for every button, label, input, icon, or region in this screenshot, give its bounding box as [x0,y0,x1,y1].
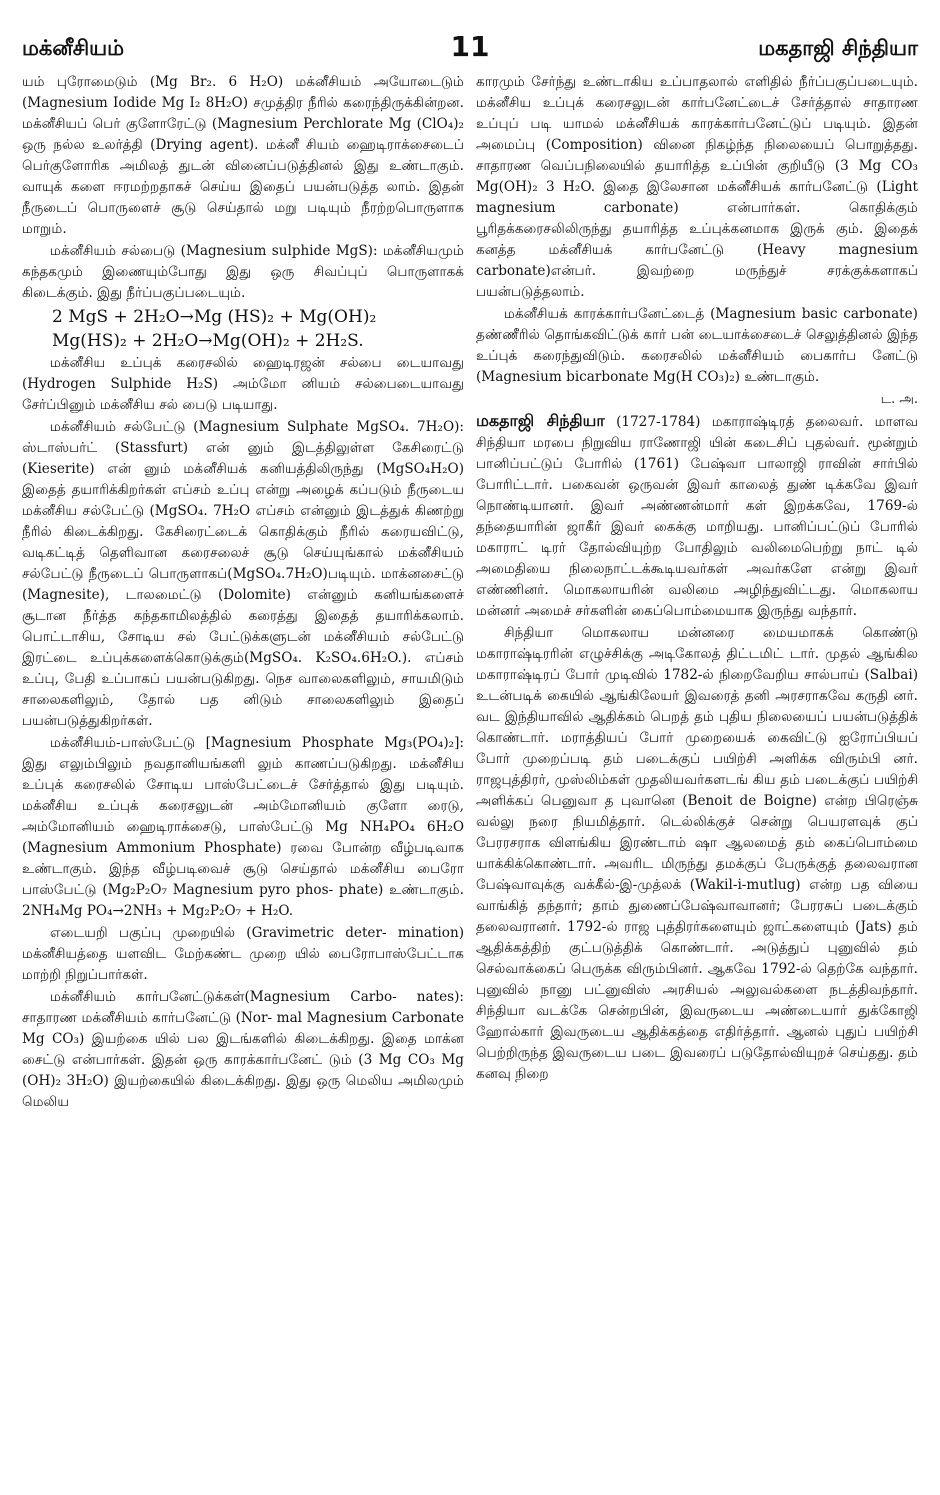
equation-2: Mg(HS)₂ + 2H₂O→Mg(OH)₂ + 2H₂S. [52,331,364,351]
entry-mahadji-sindhia [476,410,918,622]
paragraph-magnesium-bromide: யம் புரோமைடும் (Mg Br₂. 6 H₂O) மக்னீசியம் அயோடைடும் (Magnesium Iodide Mg I₂ 8H₂O) சமுத்திர நீரில் கரைந்திருக்கின்றன. மக்னீசியப் பெர் குளோரேட்டு (Magnesium Perchlorate Mg (ClO₄)₂ ஒரு நல்ல உலர்த்தி (Drying agent). மக்னீ சியம் ஹைடிராக்சைடைப் பெர்குளோரிக அமிலத் துடன் வினைப்படுத்தினல் இது உண்டாகும். வாயுக் களை ஈரமற்றதாகச் செய்ய இதைப் பயன்படுத்த லாம். இதன் நீருடைப் பொருளைச் சூடு செய்தால் மறு படியும் நீரற்றபொருளாக மாறும். [22,74,464,237]
paragraph-magnesium-phosphate: மக்னீசியம்-பாஸ்பேட்டு [Magnesium Phosphate Mg₃(PO₄)₂]: இது எலும்பிலும் நவதானியங்களி லும் காணப்படுகிறது. மக்னீசிய உப்புக் கரைசலில் சோடிய பாஸ்பேட்டைச் சேர்த்தால் இது படியும். மக்னீசிய உப்புக் கரைசலுடன் அம்மோனியம் குளோ ரைடு, அம்மோனியம் ஹைடிராக்சைடு, பாஸ்பேட்டு Mg NH₄PO₄ 6H₂O (Magnesium Ammonium Phosphate) ரவை போன்ற வீழ்படிவாக உண்டாகும். இந்த வீழ்படிவைச் சூடு செய்தால் மக்னீசிய பைரோ பாஸ்பேட்டு (Mg₂P₂O₇ Magnesium pyro phos- phate) உண்டாகும். 2NH₄Mg PO₄→2NH₃ + Mg₂P₂O₇ + H₂O. [22,735,464,919]
paragraph-magnesium-carbonates: மக்னீசியம் கார்பனேட்டுக்கள்(Magnesium Carbo- nates): சாதாரண மக்னீசியம் கார்பனேட்டு (Nor- mal Magnesium Carbonate Mg CO₃) இயற்கை யில் பல இடங்களில் கிடைக்கிறது. இதை மாக்ன சைட்டு என்பார்கள். இதன் ஒரு காரக்கார்பனேட் டும் (3 Mg CO₃ Mg (OH)₂ 3H₂O) இயற்கையில் கிடைக்கிறது. இது ஒரு மெலிய அமிலமும் மெலிய [22,989,464,1110]
running-head-right: மகதாஜி சிந்தியா [758,36,918,60]
paragraph-sindhia-career: சிந்தியா மொகலாய மன்னரை மையமாகக் கொண்டு மகாராஷ்டிரரின் எழுச்சிக்கு அடிகோலத் திட்டமிட் டார். முதல் ஆங்கில மகாராஷ்டிரப் போர் முடிவில் 1782-ல் நிறைவேறிய சால்பாய் (Salbai) உடன்படிக் கையில் ஆங்கிலேயர் இவரைத் தனி அரசராகவே கருதி னர். வட இந்தியாவில் ஆதிக்கம் பெறத் தம் புதிய நிலையைப் பயன்படுத்திக் கொண்டார். மராத்தியப் போர் முறையைக் கைவிட்டு ஐரோப்பியப் போர் முறைப்படி தம் படைக்குப் பயிற்சி அளிக்க விரும்பி னர். ராஜபுத்திரர், முஸ்லிம்கள் முதலியவர்களடங் கிய தம் படைக்குப் பயிற்சி அளிக்கப் பெனுவா த புவானெ (Benoit de Boigne) என்ற பிரெஞ்சு வல்லு நரை நியமித்தார். டெல்லிக்குச் சென்று பெயரளவுக் குப் பேரரசராக விளங்கிய இரண்டாம் ஷா ஆலமைத் தம் கைப்பொம்மை யாக்கிக்கொண்டார். அவரிட மிருந்து தமக்குப் பேருக்குத் தலைவரான பேஷ்வாவுக்கு வக்கீல்-இ-முத்லக் (Wakil-i-mutlug) என்ற பத வியை வாங்கித் தந்தார்; தாம் துணைப்பேஷ்வாவானர்; பேரரசுப் படைக்கும் தலைவரானர். 1792-ல் ராஜ புத்திரர்களையும் ஜாட்களையும் (Jats) தம் ஆதிக்கத்திற் குட்படுத்திக் கொண்டார். அடுத்துப் புனுவில் தம் செல்வாக்கைப் பெருக்க விரும்பினர். ஆகவே 1792-ல் தெற்கே வந்தார். புனுவில் நானு பட்னுவிஸ் அரசியல் அலுவல்களை நடத்திவந்தார். சிந்தியா வடக்கே சென்றபின், இவருடைய அண்டையார் துக்கோஜி ஹோல்கார் இவருடைய ஆதிக்கத்தை எதிர்த்தார். ஆனல் புதுப் பயிற்சி பெற்றிருந்த இவருடைய படை இவரைப் படுதோல்வியுறச் செய்தது. தம் கனவு நிறை [476,625,918,1082]
text-columns [22,72,918,1482]
paragraph-magnesium-sulphate: மக்னீசியம் சல்பேட்டு (Magnesium Sulphate MgSO₄. 7H₂O): ஸ்டாஸ்பர்ட் (Stassfurt) என் னும் இடத்திலுள்ள கேசிரைட்டு (Kieserite) என் னும் மக்னீசியக் கனியத்திலிருந்து (MgSO₄H₂O) இதைத் தயாரிக்கிறர்கள் எப்சம் உப்பு என்று அழைக் கப்படும் நீருடைய மக்னீசிய சல்பேட்டு (MgSO₄. 7H₂O எப்சம் என்னும் இடத்துக் கிணற்று நீரில் கிடைக்கிறது. கேசிரைட்டைக் கொதிக்கும் நீரில் கரையவிட்டு, வடிகட்டித் தெளிவான கரைசலைச் சூடு செய்யுங்கால் மக்னீசியம் சல்பேட்டு நீருடைப் பொருளாகப்(MgSO₄.7H₂O)படியும். மாக்னசைட்டு (Magnesite), டாலமைட்டு (Dolomite) என்னும் கனியங்களைச் சூடான நீர்த்த கந்தகாமிலத்தில் கரைத்து இதைத் தயாரிக்கலாம். பொட்டாசிய, சோடிய சல் பேட்டுக்களுடன் மக்னீசியம் சல்பேட்டு இரட்டை உப்புக்களைக்கொடுக்கும்(MgSO₄. K₂SO₄.6H₂O.). எப்சம் உப்பு, பேதி உப்பாகப் பயன்படுகிறது. நெச வாலைகளிலும், சாயமிடும் சாலைகளிலும், தோல் பத னிடும் சாலைகளிலும் இதைப் பயன்படுத்துகிறர்கள். [22,419,464,729]
paragraph-basic-carbonate: மக்னீசியக் காரக்கார்பனேட்டைத் (Magnesium basic carbonate) தண்ணீரில் தொங்கவிட்டுக் கார் பன் டையாக்சைடைச் செலுத்தினல் இந்த உப்புக் கரைந்துவிடும். கரைசலில் மக்னீசியம் பைகார்ப னேட்டு (Magnesium bicarbonate Mg(H CO₃)₂) உண்டாகும். [476,306,918,385]
paragraph-carbonate-continued: காரமும் சேர்ந்து உண்டாகிய உப்பாதலால் எளிதில் நீர்ப்பகுப்படையும். மக்னீசிய உப்புக் கரைசலுடன் கார்பனேட்டைச் சேர்த்தால் சாதாரண உப்புப் படி யாமல் மக்னீசியக் காரக்கார்பனேட்டுப் படியும். இதன் அமைப்பு (Composition) வினை நிகழ்ந்த நிலையைப் பொறுத்தது. சாதாரண வெப்பநிலையில் தயாரித்த உப்பின் குறியீடு (3 Mg CO₃ Mg(OH)₂ 3 H₂O. இதை இலேசான மக்னீசியக் கார்பனேட்டு (Light magnesium carbonate) என்பார்கள். கொதிக்கும் பூரிதக்கரைசலிலிருந்து தயாரித்த உப்புக்கனமாக இருக் கும். இதைக் கனத்த மக்னீசியக் கார்பனேட்டு (Heavy magnesium carbonate)என்பர். இவற்றை மருந்துச் சரக்குக்களாகப் பயன்படுத்தலாம். [476,74,918,300]
paragraph-gravimetric: எடையறி பகுப்பு முறையில் (Gravimetric deter- mination) மக்னீசியத்தை யளவிட மேற்கண்ட முறை யில் பைரோபாஸ்பேட்டாக மாற்றி நிறுப்பார்கள். [22,925,464,983]
paragraph-magnesium-sulphide: மக்னீசியம் சல்பைடு (Magnesium sulphide MgS): மக்னீசியமும் கந்தகமும் இணையும்போது இது ஒரு சிவப்புப் பொருளாகக் கிடைக்கும். இது நீர்ப்பகுப்படையும். [22,243,464,301]
left-column [22,72,464,1482]
page-header [22,30,918,66]
paragraph-hydrogen-sulphide: மக்னீசிய உப்புக் கரைசலில் ஹைடிரஜன் சல்பை டையாவது (Hydrogen Sulphide H₂S) அம்மோ னியம் சல்பைடையாவது சேர்ப்பினும் மக்னீசிய சல் பைடு படியாது. [22,355,464,413]
right-column [476,72,918,1482]
entry-body: (1727-1784) மகாராஷ்டிரத் தலைவர். மாளவ சிந்தியா மரபை நிறுவிய ராணோஜி யின் கடைசிப் புதல்வர். மூன்றும் பானிப்பட்டுப் போரில் (1761) பேஷ்வா பாலாஜி ராவின் சார்பில் போரிட்டார். பகைவன் ஒருவன் இவர் காலைத் துண் டிக்கவே இவர் நொண்டியானர். இவர் அண்ணன்மார் கள் இறக்கவே, 1769-ல் தந்தையாரின் ஜாகீர் இவர் கைக்கு மாறியது. பானிப்பட்டுப் போரில் மகாராட் டிரர் தோல்வியுற்ற போதிலும் வலிமைபெற்று நாட் டில் அமைதியை நிலைநாட்டக்கூடியவர்கள் அவர்களே என்று இவர் எண்ணினர். மொகலாயரின் வலிமை அழிந்துவிட்டது. மொகலாய மன்னர் அமைச் சர்களின் கைப்பொம்மையாக இருந்து வந்தார். [476,414,918,619]
page-number: 11 [450,30,490,63]
running-head-left: மக்னீசியம் [22,36,125,60]
equation-1: 2 MgS + 2H₂O→Mg (HS)₂ + Mg(OH)₂ [52,307,377,327]
entry-headword: மகதாஜி சிந்தியா [476,411,605,430]
author-initials: ட. அ. [880,392,918,407]
